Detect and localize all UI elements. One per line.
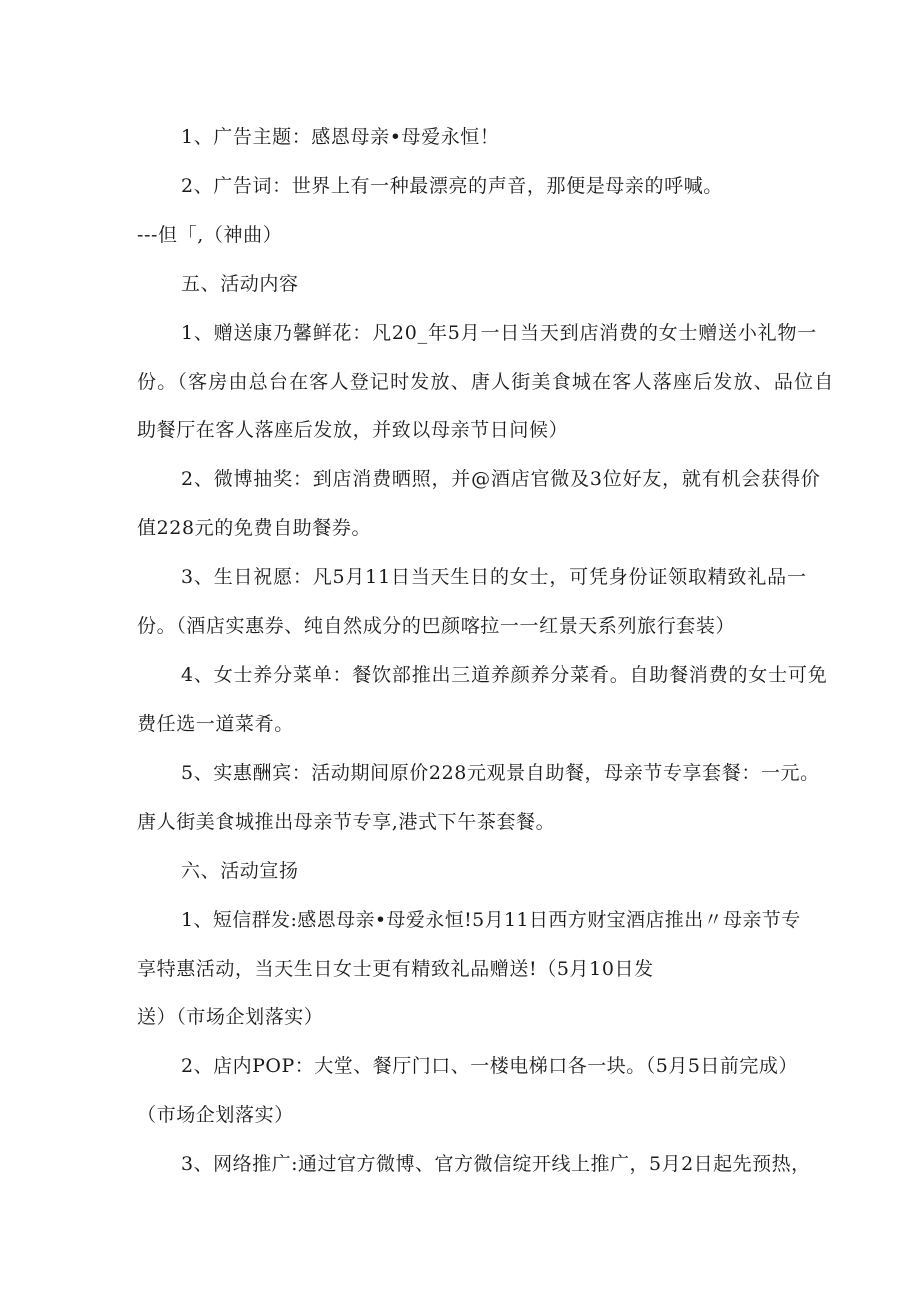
section-heading-activities: 五、活动内容 (181, 273, 299, 295)
ad-theme-line: 1、广告主题：感恩母亲•母爱永恒！ (181, 126, 500, 148)
activity-1-line-3: 助餐厅在客人落座后发放，并致以母亲节日问候） (137, 419, 569, 441)
song-credit-line: ---但「,（神曲） (137, 224, 283, 246)
promotion-1-line-1: 1、短信群发:感恩母亲•母爱永恒!5月11日西方财宝酒店推出〃母亲节专 (181, 909, 801, 931)
activity-2-line-1: 2、微博抽奖：到店消费晒照，并@酒店官微及3位好友，就有机会获得价 (181, 468, 821, 490)
activity-4-line-2: 费任选一道菜肴。 (137, 713, 294, 735)
activity-2-line-2: 值228元的免费自助餐券。 (137, 517, 372, 539)
promotion-1-line-2: 享特惠活动，当天生日女士更有精致礼品赠送!（5月10日发 (137, 958, 654, 980)
activity-1-line-2: 份。（客房由总台在客人登记时发放、唐人街美食城在客人落座后发放、品位自 (137, 371, 835, 393)
activity-5-line-1: 5、实惠酬宾：活动期间原价228元观景自助餐，母亲节专享套餐：一元。 (181, 762, 820, 784)
section-heading-promotion: 六、活动宣扬 (181, 860, 299, 882)
activity-4-line-1: 4、女士养分菜单：餐饮部推出三道养颜养分菜肴。自助餐消费的女士可免 (181, 664, 828, 686)
activity-3-line-1: 3、生日祝愿：凡5月11日当天生日的女士，可凭身份证领取精致礼品一 (181, 566, 807, 588)
promotion-3-line-1: 3、网络推广:通过官方微博、官方微信绽开线上推广，5月2日起先预热， (181, 1153, 811, 1175)
promotion-1-line-3: 送）（市场企划落实） (137, 1006, 324, 1028)
activity-5-line-2: 唐人街美食城推出母亲节专享,港式下午茶套餐。 (137, 811, 556, 833)
activity-1-line-1: 1、赠送康乃馨鲜花：凡20_年5月一日当天到店消费的女士赠送小礼物一 (181, 322, 818, 344)
ad-slogan-line: 2、广告词：世界上有一种最漂亮的声音，那便是母亲的呼喊。 (181, 175, 723, 197)
activity-3-line-2: 份。（酒店实惠券、纯自然成分的巴颜喀拉一一红景天系列旅行套装） (137, 615, 736, 637)
promotion-2-line-2: （市场企划落实） (137, 1104, 294, 1126)
promotion-2-line-1: 2、店内POP：大堂、餐厅门口、一楼电梯口各一块。（5月5日前完成） (181, 1055, 798, 1077)
